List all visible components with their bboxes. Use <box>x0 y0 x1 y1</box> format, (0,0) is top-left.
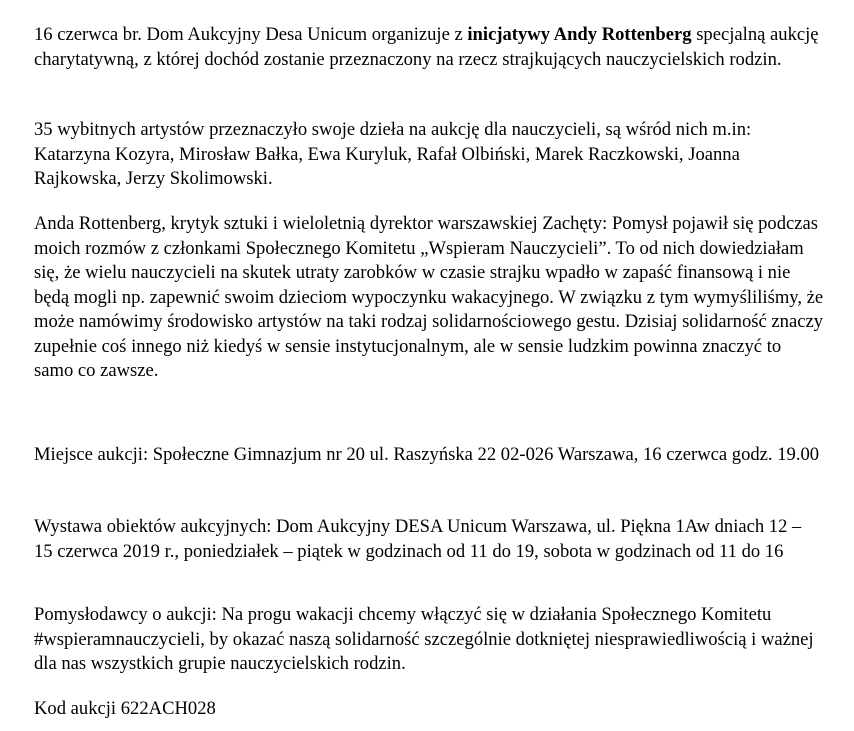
intro-text-start: 16 czerwca br. Dom Aukcyjny Desa Unicum organizuje z <box>34 24 468 45</box>
intro-paragraph <box>34 23 824 72</box>
organizers-paragraph: Pomysłodawcy o aukcji: Na progu wakacji chcemy włączyć się w działania Społecznego Komitetu #wspieramnauczycieli, by okazać naszą solidarność szczególnie dotkniętej niesprawiedliwością i ważnej dla nas wszystkich grupie nauczycielskich rodzin. <box>34 604 814 674</box>
intro-text-end: specjalną aukcję charytatywną, z której dochód zostanie przeznaczony na rzecz strajkujących nauczycielskich rodzin. <box>34 24 819 70</box>
artists-paragraph: 35 wybitnych artystów przeznaczyło swoje dzieła na aukcję dla nauczycieli, są wśród nich m.in: Katarzyna Kozyra, Mirosław Bałka, Ewa Kuryluk, Rafał Olbiński, Marek Raczkowski, Joanna Rajkowska, Jerzy Skolimowski. <box>34 119 752 189</box>
auction-code: Kod aukcji 622ACH028 <box>34 698 216 719</box>
location-paragraph: Miejsce aukcji: Społeczne Gimnazjum nr 20 ul. Raszyńska 22 02-026 Warszawa, 16 czerwca godz. 19.00 <box>34 444 820 465</box>
intro-bold-text: inicjatywy Andy Rottenberg <box>467 24 692 45</box>
quote-paragraph: Anda Rottenberg, krytyk sztuki i wieloletnią dyrektor warszawskiej Zachęty: Pomysł pojawił się podczas moich rozmów z członkami Społecznego Komitetu „Wspieram Nauczycieli”. To od nich dowiedziałam się, że wielu nauczycieli na skutek utraty zarobków w czasie strajku wpadło w zapaść finansową i nie będą mogli np. zapewnić swoim dzieciom wypoczynku wakacyjnego. W związku z tym wymyśliliśmy, że może namówimy środowisko artystów na taki rodzaj solidarnościowego gestu. Dzisiaj solidarność znaczy zupełnie coś innego niż kiedyś w sensie instytucjonalnym, ale w sensie ludzkim powinna znaczyć to samo co zawsze. <box>34 213 824 381</box>
exhibition-paragraph: Wystawa obiektów aukcyjnych: Dom Aukcyjny DESA Unicum Warszawa, ul. Piękna 1Aw dniach 12 – 15 czerwca 2019 r., poniedziałek – piątek w godzinach od 11 do 19, sobota w godzinach od 11 do 16 <box>34 516 802 562</box>
